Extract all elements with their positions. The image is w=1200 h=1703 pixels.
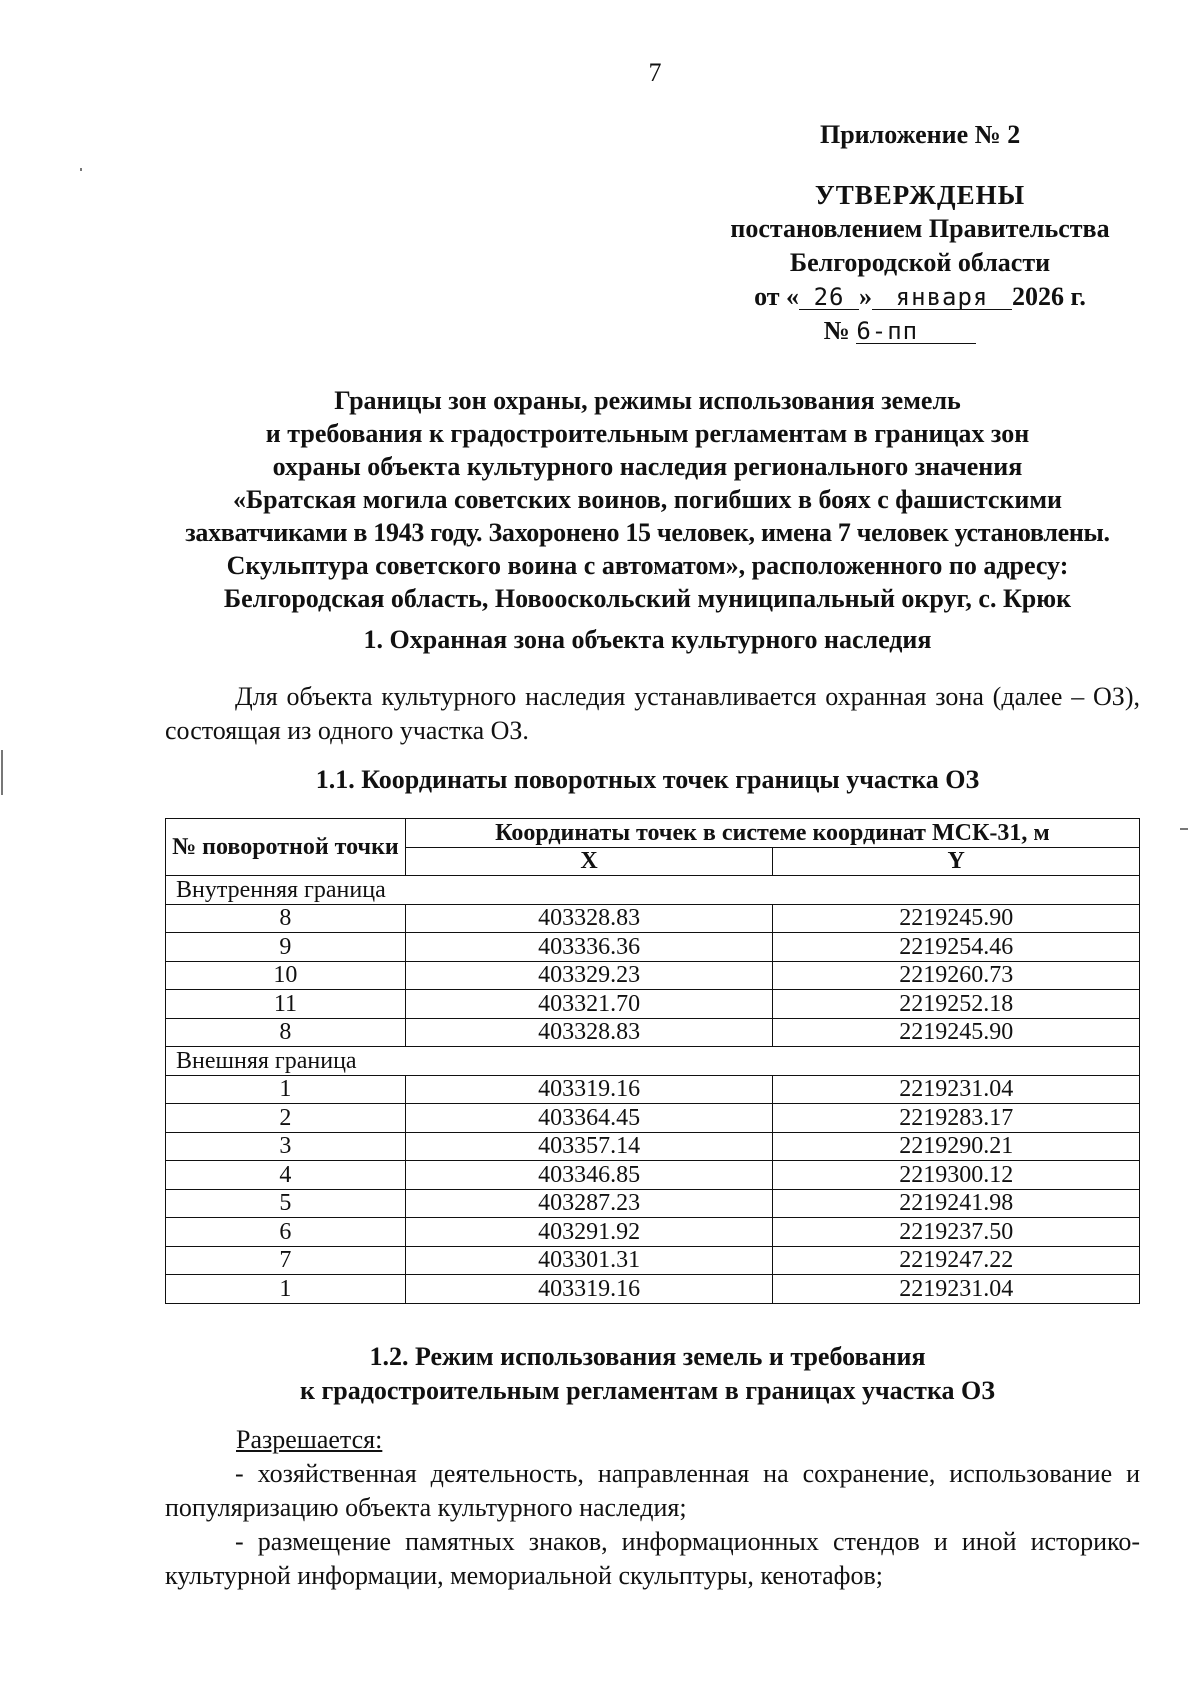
x-value: 403329.23 bbox=[405, 961, 773, 990]
point-number: 5 bbox=[166, 1189, 406, 1218]
approval-date bbox=[700, 280, 1140, 314]
y-value: 2219247.22 bbox=[773, 1246, 1140, 1275]
page-number: 7 bbox=[648, 58, 662, 87]
section-1-2-heading bbox=[150, 1340, 1145, 1408]
title-line: и требования к градостроительным регламентам в границах зон bbox=[265, 419, 1030, 448]
point-number: 2 bbox=[166, 1104, 406, 1133]
y-value: 2219300.12 bbox=[773, 1161, 1140, 1190]
outer-boundary-label: Внешняя граница bbox=[166, 1047, 1140, 1076]
x-value: 403301.31 bbox=[405, 1246, 773, 1275]
scan-mark bbox=[1180, 828, 1188, 830]
table-row bbox=[166, 1104, 1140, 1133]
point-number: 6 bbox=[166, 1218, 406, 1247]
coordinates-header: Координаты точек в системе координат МСК-31, м bbox=[405, 819, 1139, 848]
allowed-item bbox=[165, 1525, 1140, 1593]
coordinates-table bbox=[165, 818, 1140, 1304]
x-value: 403336.36 bbox=[405, 933, 773, 962]
x-header: X bbox=[405, 847, 773, 876]
y-value: 2219245.90 bbox=[773, 1018, 1140, 1047]
point-number: 8 bbox=[166, 1018, 406, 1047]
point-number: 1 bbox=[166, 1275, 406, 1304]
scan-mark bbox=[1, 750, 3, 795]
table-row bbox=[166, 1018, 1140, 1047]
inner-boundary-label: Внутренняя граница bbox=[166, 876, 1140, 905]
y-value: 2219245.90 bbox=[773, 904, 1140, 933]
x-value: 403291.92 bbox=[405, 1218, 773, 1247]
point-number: 11 bbox=[166, 990, 406, 1019]
table-row bbox=[166, 1132, 1140, 1161]
title-line: Скульптура советского воина с автоматом», расположенного по адресу: bbox=[226, 551, 1069, 580]
x-value: 403321.70 bbox=[405, 990, 773, 1019]
point-number: 10 bbox=[166, 961, 406, 990]
title-line: захватчиками в 1943 году. Захоронено 15 человек, имена 7 человек установлены. bbox=[185, 518, 1110, 547]
section-1-paragraph bbox=[165, 680, 1140, 748]
title-line: Границы зон охраны, режимы использования земель bbox=[334, 386, 961, 415]
approval-heading: УТВЕРЖДЕНЫ bbox=[814, 180, 1026, 210]
appendix-label: Приложение № 2 bbox=[820, 120, 1021, 149]
allowed-item bbox=[165, 1457, 1140, 1525]
point-number: 4 bbox=[166, 1161, 406, 1190]
x-value: 403287.23 bbox=[405, 1189, 773, 1218]
y-value: 2219231.04 bbox=[773, 1075, 1140, 1104]
point-number: 1 bbox=[166, 1075, 406, 1104]
section-1-text: Для объекта культурного наследия устанавливается охранная зона (далее – ОЗ), состоящая из одного участка ОЗ. bbox=[165, 682, 1140, 745]
date-prefix: от « bbox=[754, 282, 800, 311]
date-mid: » bbox=[859, 282, 873, 311]
title-line: Белгородская область, Новооскольский муниципальный округ, с. Крюк bbox=[223, 584, 1072, 613]
y-value: 2219283.17 bbox=[773, 1104, 1140, 1133]
approval-block bbox=[700, 178, 1140, 348]
date-year: 2026 г. bbox=[1012, 282, 1086, 311]
y-value: 2219252.18 bbox=[773, 990, 1140, 1019]
date-month: января bbox=[872, 285, 1012, 310]
section-1-2-heading-line: к градостроительным регламентам в границах участка ОЗ bbox=[300, 1376, 995, 1405]
document-title bbox=[150, 384, 1145, 615]
y-header: Y bbox=[773, 847, 1140, 876]
point-number: 9 bbox=[166, 933, 406, 962]
number-prefix: № bbox=[823, 316, 850, 345]
y-value: 2219260.73 bbox=[773, 961, 1140, 990]
section-1-1-heading: 1.1. Координаты поворотных точек границы участка ОЗ bbox=[315, 765, 980, 794]
table-row bbox=[166, 1246, 1140, 1275]
point-number: 8 bbox=[166, 904, 406, 933]
table-row bbox=[166, 904, 1140, 933]
table-row bbox=[166, 1075, 1140, 1104]
table-row bbox=[166, 1275, 1140, 1304]
scan-mark bbox=[80, 168, 82, 171]
table-row bbox=[166, 933, 1140, 962]
x-value: 403319.16 bbox=[405, 1075, 773, 1104]
x-value: 403346.85 bbox=[405, 1161, 773, 1190]
point-number-header: № поворотной точки bbox=[166, 819, 406, 876]
title-line: «Братская могила советских воинов, погибших в боях с фашистскими bbox=[232, 485, 1063, 514]
approval-number bbox=[660, 314, 1140, 348]
y-value: 2219241.98 bbox=[773, 1189, 1140, 1218]
y-value: 2219290.21 bbox=[773, 1132, 1140, 1161]
table-row bbox=[166, 1218, 1140, 1247]
x-value: 403328.83 bbox=[405, 904, 773, 933]
x-value: 403319.16 bbox=[405, 1275, 773, 1304]
x-value: 403357.14 bbox=[405, 1132, 773, 1161]
point-number: 3 bbox=[166, 1132, 406, 1161]
title-line: охраны объекта культурного наследия регионального значения bbox=[272, 452, 1023, 481]
allowed-item-text: - хозяйственная деятельность, направленная на сохранение, использование и популяризацию объекта культурного наследия; bbox=[165, 1459, 1140, 1522]
approval-line-3: Белгородской области bbox=[789, 248, 1051, 277]
table-row bbox=[166, 990, 1140, 1019]
allowed-label: Разрешается: bbox=[236, 1425, 383, 1454]
y-value: 2219231.04 bbox=[773, 1275, 1140, 1304]
x-value: 403328.83 bbox=[405, 1018, 773, 1047]
x-value: 403364.45 bbox=[405, 1104, 773, 1133]
table-row bbox=[166, 961, 1140, 990]
table-row bbox=[166, 1189, 1140, 1218]
date-day: 26 bbox=[799, 285, 859, 310]
table-row bbox=[166, 1161, 1140, 1190]
section-1-2-heading-line: 1.2. Режим использования земель и требования bbox=[369, 1342, 926, 1371]
section-1-heading: 1. Охранная зона объекта культурного наследия bbox=[363, 625, 932, 654]
y-value: 2219254.46 bbox=[773, 933, 1140, 962]
point-number: 7 bbox=[166, 1246, 406, 1275]
allowed-item-text: - размещение памятных знаков, информационных стендов и иной историко-культурной информации, мемориальной скульптуры, кенотафов; bbox=[165, 1527, 1140, 1590]
approval-line-2: постановлением Правительства bbox=[730, 214, 1110, 243]
y-value: 2219237.50 bbox=[773, 1218, 1140, 1247]
document-number: 6-пп bbox=[856, 319, 976, 344]
